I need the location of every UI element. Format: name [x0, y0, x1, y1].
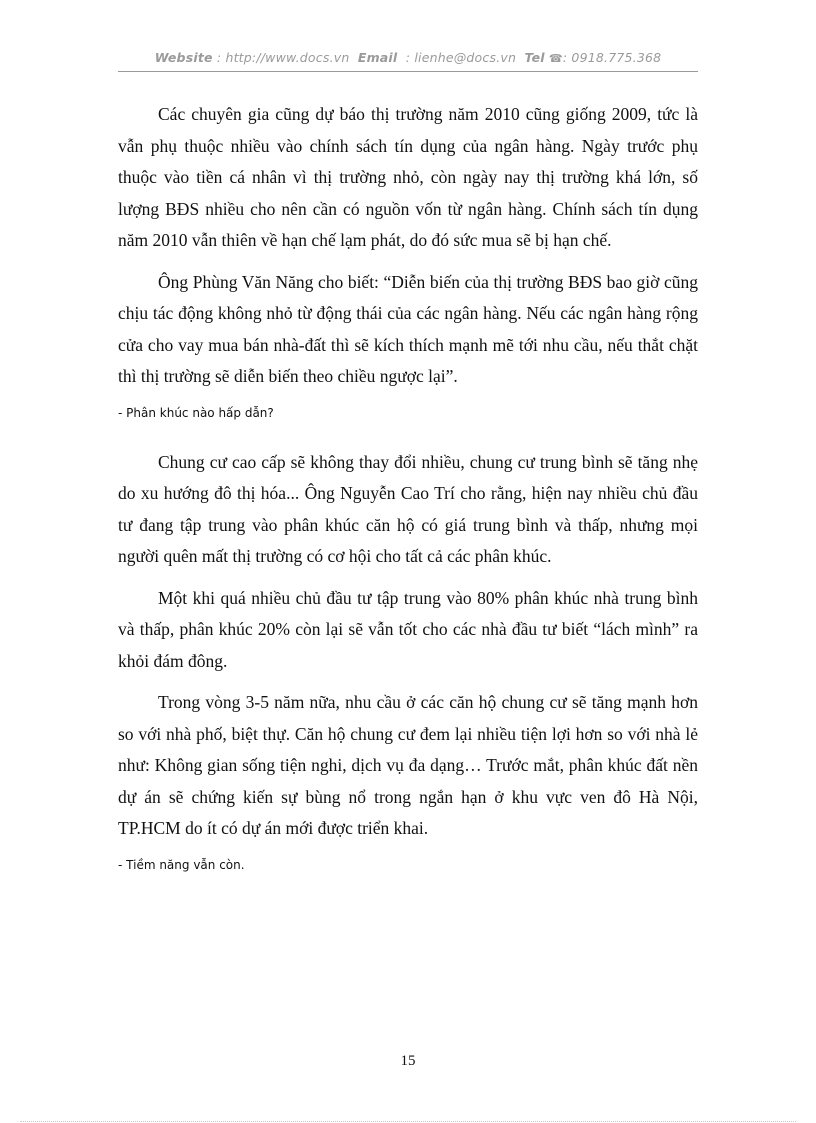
- footer-divider: [20, 1121, 796, 1122]
- page-header: [118, 50, 698, 65]
- website-value: : http://www.docs.vn: [216, 50, 350, 65]
- paragraph-2: Ông Phùng Văn Năng cho biết: “Diễn biến của thị trường BĐS bao giờ cũng chịu tác động không nhỏ từ động thái của các ngân hàng. Nếu các ngân hàng rộng cửa cho vay mua bán nhà-đất thì sẽ kích thích mạnh mẽ tới nhu cầu, nếu thắt chặt thì thị trường sẽ diễn biến theo chiều ngược lại”.: [118, 271, 698, 386]
- paragraph-3: Chung cư cao cấp sẽ không thay đổi nhiều, chung cư trung bình sẽ tăng nhẹ do xu hướng đô thị hóa... Ông Nguyễn Cao Trí cho rằng, hiện nay nhiều chủ đầu tư đang tập trung vào phân khúc căn hộ có giá trung bình và thấp, nhưng mọi người quên mất thị trường có cơ hội cho tất cả các phân khúc.: [118, 451, 698, 566]
- phone-icon: ☎: [548, 52, 563, 65]
- document-body: [118, 99, 698, 899]
- page-number: 15: [400, 1053, 416, 1069]
- paragraph-5: Trong vòng 3-5 năm nữa, nhu cầu ở các căn hộ chung cư sẽ tăng mạnh hơn so với nhà phố, biệt thự. Căn hộ chung cư đem lại nhiều tiện lợi hơn so với nhà lẻ như: Không gian sống tiện nghi, dịch vụ đa dạng… Trước mắt, phân khúc đất nền dự án sẽ chứng kiến sự bùng nổ trong ngắn hạn ở khu vực ven đô Hà Nội, TP.HCM do ít có dự án mới được triển khai.: [118, 692, 698, 838]
- email-label: Email: [357, 50, 398, 65]
- email-value: : lienhe@docs.vn: [405, 50, 517, 65]
- tel-label: Tel: [524, 50, 545, 65]
- website-label: Website: [154, 50, 213, 65]
- paragraph-1: Các chuyên gia cũng dự báo thị trường năm 2010 cũng giống 2009, tức là vẫn phụ thuộc nhiều vào chính sách tín dụng của ngân hàng. Ngày trước phụ thuộc vào tiền cá nhân vì thị trường nhỏ, còn ngày nay thị trường khá lớn, số lượng BĐS nhiều cho nên cần có nguồn vốn từ ngân hàng. Chính sách tín dụng năm 2010 vẫn thiên về hạn chế lạm phát, do đó sức mua sẽ bị hạn chế.: [118, 104, 698, 250]
- subheading-potential: - Tiềm năng vẫn còn.: [118, 857, 245, 872]
- tel-value: : 0918.775.368: [562, 50, 662, 65]
- paragraph-4: Một khi quá nhiều chủ đầu tư tập trung vào 80% phân khúc nhà trung bình và thấp, phân khúc 20% còn lại sẽ vẫn tốt cho các nhà đầu tư biết “lách mình” ra khỏi đám đông.: [118, 587, 698, 671]
- subheading-attractive-segment: - Phân khúc nào hấp dẫn?: [118, 405, 274, 420]
- header-divider: [118, 71, 698, 72]
